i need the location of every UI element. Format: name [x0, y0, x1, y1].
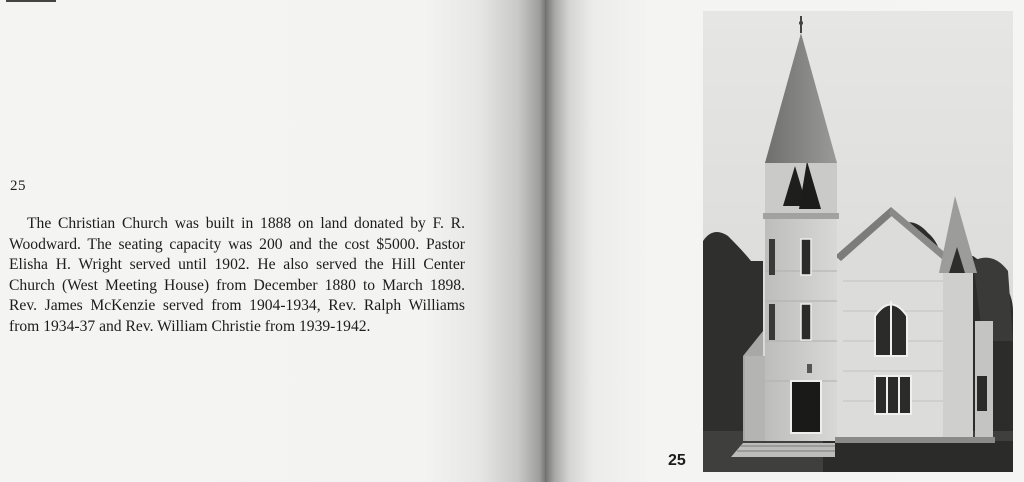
church-illustration	[703, 11, 1013, 472]
plate-number-left: 25	[10, 178, 26, 194]
church-photograph	[703, 11, 1013, 472]
plate-number-right: 25	[668, 452, 686, 469]
page-edge-rule	[6, 0, 56, 2]
photo-caption: The Christian Church was built in 1888 on land donated by F. R. Woodward. The seating capacity was 200 and the cost $5000. Pastor Elisha H. Wright served until 1902. He also served the Hill Center Church (West Meeting House) from December 1880 to March 1898. Rev. James McKenzie served from 1904-1934, Rev. Ralph Williams from 1934-37 and Rev. William Christie from 1939-1942.	[9, 215, 465, 335]
